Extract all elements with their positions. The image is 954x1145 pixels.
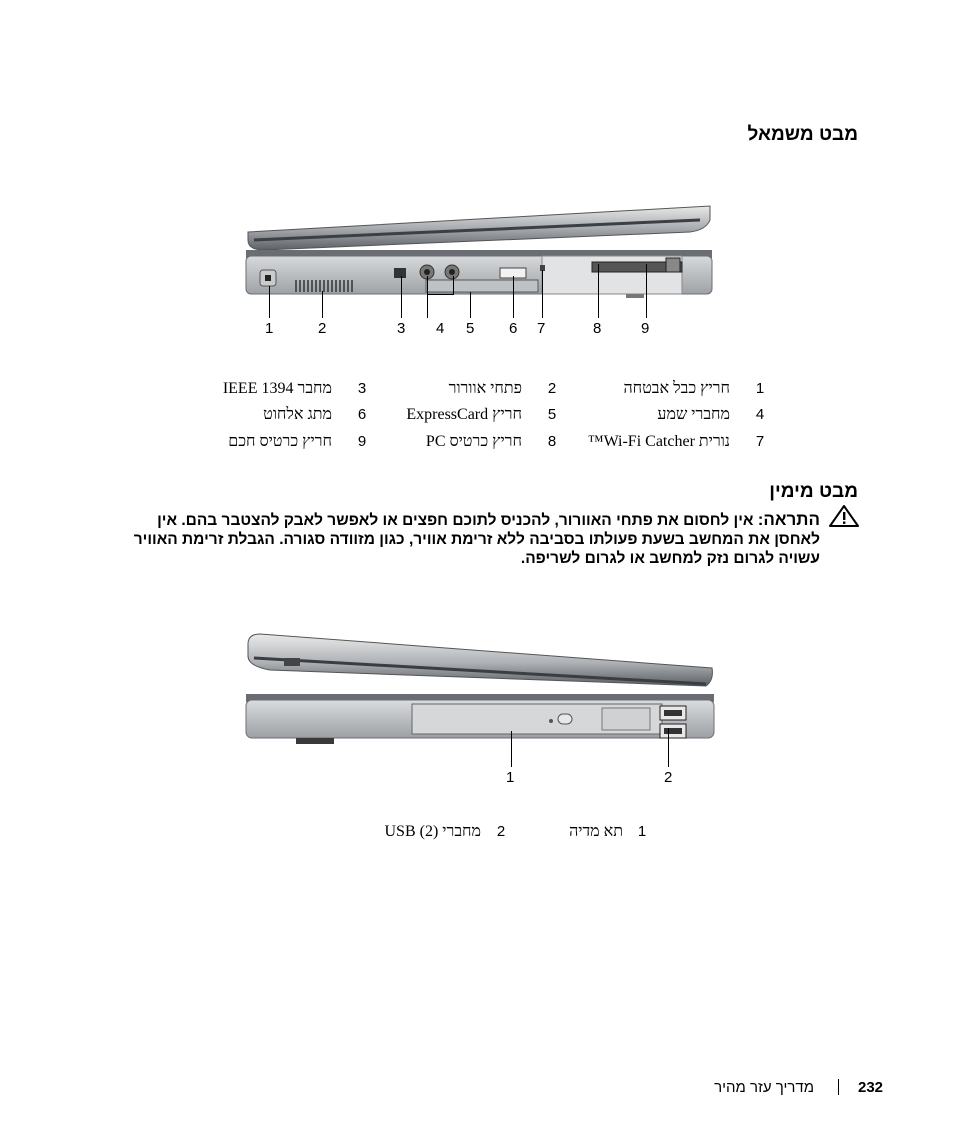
callout-number: 2 — [664, 769, 673, 786]
callout-line-6 — [513, 276, 514, 318]
legend-num: 9 — [357, 433, 367, 450]
legend-label: חריץ כבל אבטחה — [623, 380, 730, 397]
legend-num: 1 — [637, 823, 647, 840]
warning-text: אין לחסום את פתחי האוורור, להכניס לתוכם חפצים או לאפשר לאבק להצטבר בהם. אין לאחסן את המחשב בשעת פעולתו בסביבה ללא זרימת אוויר, כגון מזוודה סגורה. הגבלת זרימת האוויר עשויה לגרום נזק למחשב או לגרום לשריפה. — [133, 512, 820, 567]
footer-title: מדריך עזר מהיר — [714, 1079, 814, 1096]
callout-number: 3 — [397, 320, 406, 337]
callout-number: 7 — [537, 320, 546, 337]
page-number: 232 — [858, 1079, 884, 1096]
warning-triangle-icon — [828, 504, 860, 528]
callout-line-4a — [427, 276, 428, 318]
callout-line-9 — [646, 264, 647, 318]
legend-num: 5 — [547, 406, 557, 423]
callout-number: 6 — [509, 320, 518, 337]
warning-title: התראה: — [757, 510, 820, 529]
callout-number: 1 — [265, 320, 274, 337]
legend-num: 1 — [755, 380, 765, 397]
callout-line-right-2 — [668, 728, 669, 767]
callout-line-1 — [269, 286, 270, 318]
legend-label: תא מדיה — [569, 823, 623, 840]
callout-line-right-1 — [511, 731, 512, 767]
callout-number: 1 — [506, 769, 515, 786]
callout-number: 2 — [318, 320, 327, 337]
laptop-right-side-illustration — [240, 628, 720, 748]
callout-number: 9 — [641, 320, 650, 337]
legend-num: 3 — [357, 380, 367, 397]
legend-label: מחבר IEEE 1394 — [222, 380, 332, 397]
legend-num: 4 — [755, 406, 765, 423]
callout-line-7 — [542, 270, 543, 318]
legend-num: 7 — [755, 433, 765, 450]
callout-line-3 — [401, 276, 402, 318]
callout-number: 8 — [593, 320, 602, 337]
legend-label: חריץ כרטיס חכם — [228, 433, 332, 450]
legend-label: מתג אלחוט — [263, 406, 332, 423]
warning-box — [120, 510, 820, 568]
section-heading-right-view: מבט מימין — [769, 481, 858, 502]
callout-number: 5 — [466, 320, 475, 337]
laptop-left-side-illustration — [240, 192, 720, 304]
legend-label: חריץ ExpressCard — [406, 406, 522, 423]
legend-num: 6 — [357, 406, 367, 423]
callout-number: 4 — [436, 320, 445, 337]
legend-label: מחברי USB (2) — [384, 823, 481, 840]
legend-label: נורית Wi-Fi Catcher™ — [587, 433, 730, 450]
footer-divider — [838, 1079, 839, 1095]
legend-num: 2 — [547, 380, 557, 397]
legend-num: 2 — [496, 823, 506, 840]
legend-label: חריץ כרטיס PC — [425, 433, 522, 450]
legend-label: מחברי שמע — [657, 406, 730, 423]
callout-line-4b — [453, 276, 454, 294]
callout-line-8 — [598, 264, 599, 318]
callout-line-5 — [470, 292, 471, 318]
legend-num: 8 — [547, 433, 557, 450]
callout-line-2 — [322, 291, 323, 318]
legend-label: פתחי אוורור — [448, 380, 522, 397]
callout-line-4-join — [427, 294, 454, 295]
section-heading-left-view: מבט משמאל — [747, 124, 858, 145]
